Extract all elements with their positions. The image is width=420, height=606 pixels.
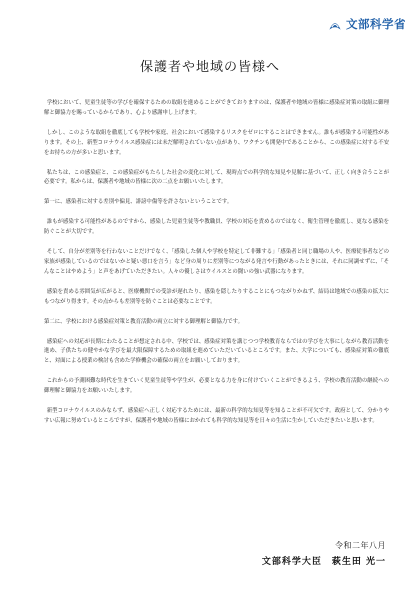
signature-block [262, 540, 386, 569]
page-title: 保護者や地域の皆様へ [139, 60, 280, 75]
paragraph-speak-up: そして、自分が差別等を行わないことだけでなく、「感染した個人や学校を特定して非難する」「感染者と同じ職場の人や、医療従事者などの家族が感染しているのではないかと疑い悪口を言う」など身の周りに差別等につながる発言や行動があったときには、それに同調せずに、「そんなことはやめよう」と声をあげていただきたい。人々の優しさはウイルスとの闘いの強い武器になります。 [44, 249, 389, 275]
paragraph-prevention: 誰もが感染する可能性があるのですから、感染した児童生徒等や教職員、学校の対応を責めるのではなく、衛生管理を徹底し、更なる感染を防ぐことが大切です。 [44, 219, 389, 236]
paragraph-future: これからの予測困難な時代を生きていく児童生徒等や学生が、必要となる力を身に付けていくことができるよう、学校の教育活動の継続への御理解と御協力をお願いいたします。 [44, 378, 389, 395]
paragraph-school-activities: 感染症への対応が長期にわたることが想定される中、学校では、感染症対策を講じつつ学校教育ならではの学びを大事にしながら教育活動を進め、子供たちの健やかな学びを最大限保障するための取組を進めていただいているところです。また、大学についても、感染症対策の徹底と、対面による授業の検討も含めた学修機会の確保の両立をお願いしております。 [44, 338, 389, 365]
paragraph-scientific-knowledge: 新型コロナウイルスのみならず、感染症へ正しく対応するためには、最新の科学的な知見等を知ることが不可欠です。政府として、分かりやすい広報に努めているところですが、保護者や地域の皆様におかれても科学的な知見等を日々の生活に生かしていただきたいと思います。 [44, 408, 389, 424]
ministry-logo [327, 16, 406, 32]
paragraph-second-request: 第二に、学校における感染症対策と教育活動の両立に対する御理解と御協力です。 [44, 318, 244, 325]
letter-body [44, 99, 389, 427]
paragraph-gratitude: 学校において、児童生徒等の学びを確保するための取組を進めることができておりますのは、保護者や地域の皆様に感染症対策の取組に御理解と御協力を賜っているからであり、心より感謝申し上げます。 [44, 100, 389, 116]
paragraph-two-requests: 私たちは、この感染症と、この感染症がもたらした社会の変化に対して、現時点での科学的な知見や見解に基づいて、正しく向き合うことが必要です。私からは、保護者や地域の皆様に次の二点をお願いいたします。 [44, 169, 389, 186]
signer-name: 文部科学大臣 萩生田 光一 [261, 557, 386, 567]
mext-logo-icon [327, 16, 343, 32]
paragraph-first-request: 第一に、感染者に対する差別や偏見、誹謗中傷等を許さないということです。 [44, 199, 233, 206]
paragraph-blame-risk: 感染を責める雰囲気が広がると、医療機関での受診が遅れたり、感染を隠したりすることにもつながりかねず、結局は地域での感染の拡大にもつながり得ます。その点からも差別等を防ぐことは必要なことです。 [44, 288, 389, 305]
paragraph-risk: しかし、このような取組を徹底しても学校や家庭、社会において感染するリスクをゼロにすることはできません。誰もが感染する可能性があります。その上、新型コロナウイルス感染症には未だ解明されていない点があり、ワクチンも開発中であることから、この感染症に対する不安をお持ちの方が多いと思います。 [44, 129, 389, 156]
logo-text: 文部科学省 [346, 17, 406, 31]
letter-date: 令和二年八月 [335, 541, 386, 550]
